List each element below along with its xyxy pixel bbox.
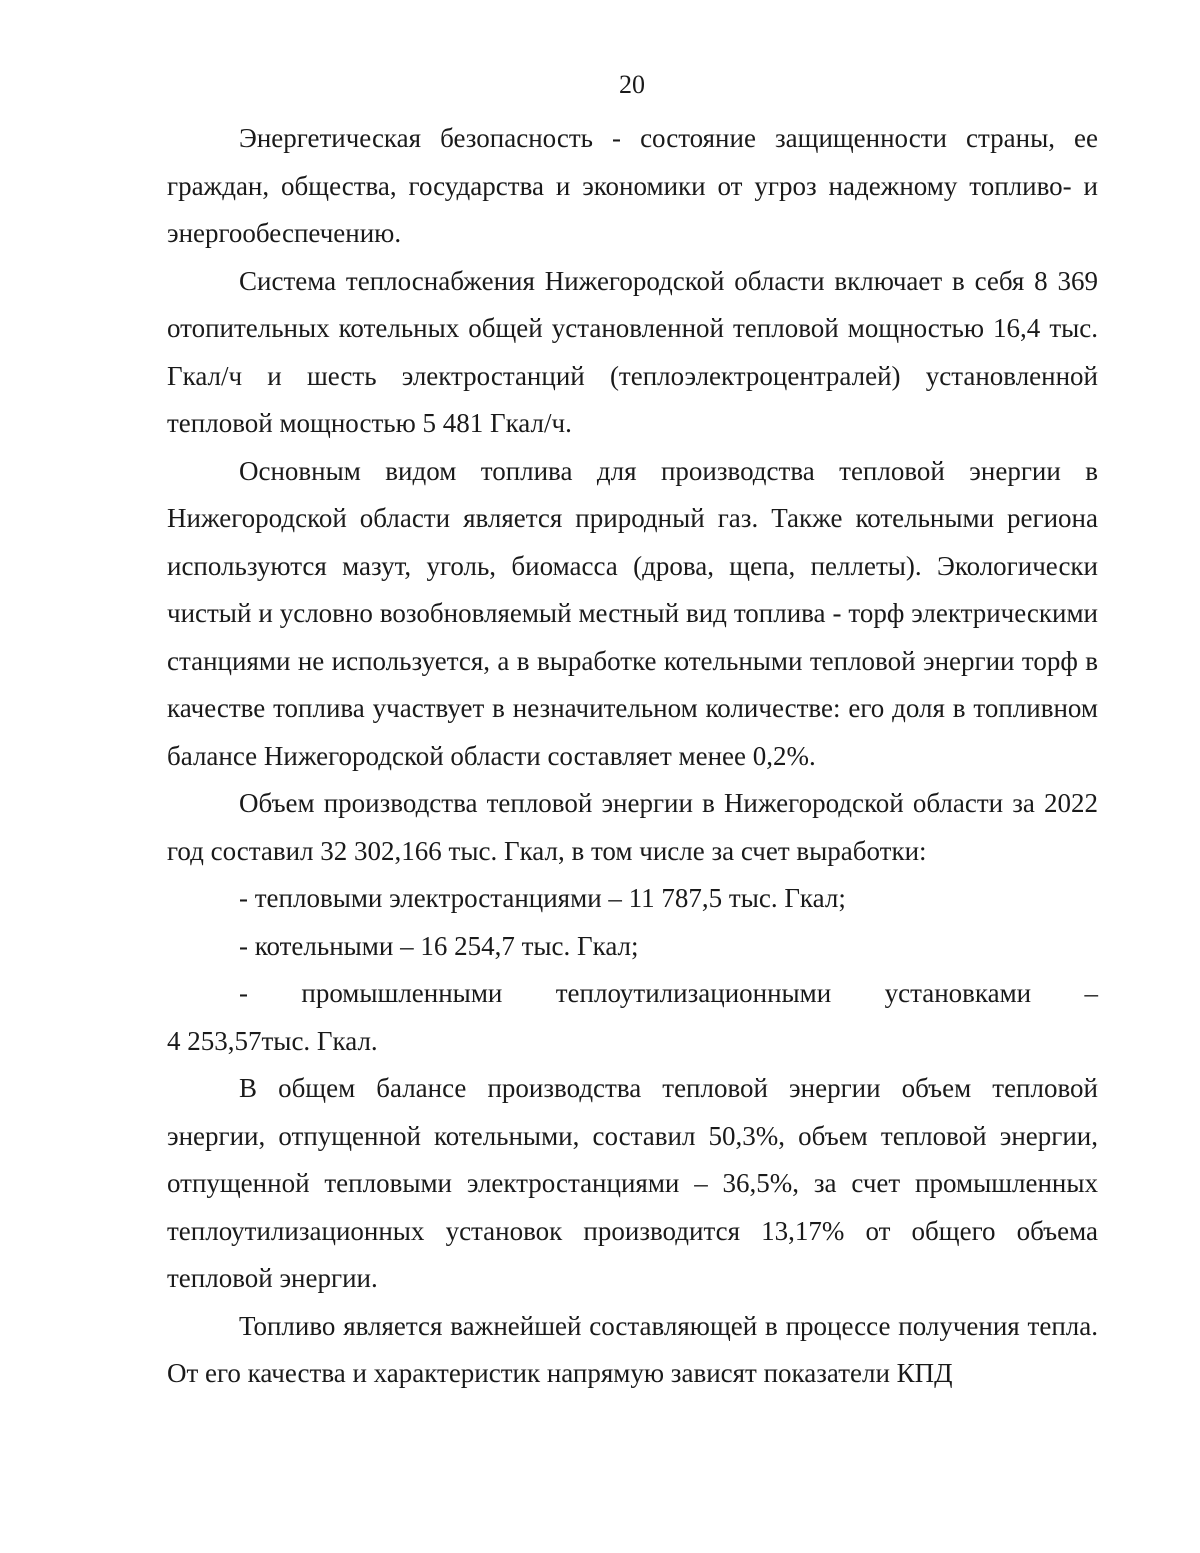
paragraph-fuel-types: Основным видом топлива для производства тепловой энергии в Нижегородской области является природный газ. Также котельными региона используются мазут, уголь, биомасса (дрова, щепа, пеллеты). Экологически чистый и условно возобновляемый местный вид топлива - торф электрическими станциями не используется, а в выработке котельными тепловой энергии торф в качестве топлива участвует в незначительном количестве: его доля в топливном балансе Нижегородской области составляет менее 0,2%. <box>167 455 1098 771</box>
list-item-thermal-plants: - тепловыми электростанциями – 11 787,5 тыс. Гкал; <box>239 883 846 913</box>
list-item-industrial-line1: - промышленными теплоутилизационными установками – <box>239 978 1098 1008</box>
page-number: 20 <box>619 70 645 99</box>
paragraph-production-volume: Объем производства тепловой энергии в Нижегородской области за 2022 год составил 32 302,166 тыс. Гкал, в том числе за счет выработки: <box>167 788 1098 866</box>
paragraph-energy-security: Энергетическая безопасность - состояние защищенности страны, ее граждан, общества, государства и экономики от угроз надежному топливо- и энергообеспечению. <box>167 123 1098 248</box>
paragraph-fuel-importance: Топливо является важнейшей составляющей в процессе получения тепла. От его качества и характеристик напрямую зависят показатели КПД <box>167 1310 1098 1388</box>
list-item-boilers: - котельными – 16 254,7 тыс. Гкал; <box>239 930 639 961</box>
list-item-industrial-line2: 4 253,57тыс. Гкал. <box>167 1025 378 1056</box>
document-body <box>167 115 1098 1398</box>
paragraph-heat-supply-system: Система теплоснабжения Нижегородской области включает в себя 8 369 отопительных котельных общей установленной тепловой мощностью 16,4 тыс. Гкал/ч и шесть электростанций (теплоэлектроцентралей) установленной тепловой мощностью 5 481 Гкал/ч. <box>167 265 1098 438</box>
paragraph-balance: В общем балансе производства тепловой энергии объем тепловой энергии, отпущенной котельными, составил 50,3%, объем тепловой энергии, отпущенной тепловыми электростанциями – 36,5%, за счет промышленных теплоутилизационных установок производится 13,17% от общего объема тепловой энергии. <box>167 1073 1098 1293</box>
